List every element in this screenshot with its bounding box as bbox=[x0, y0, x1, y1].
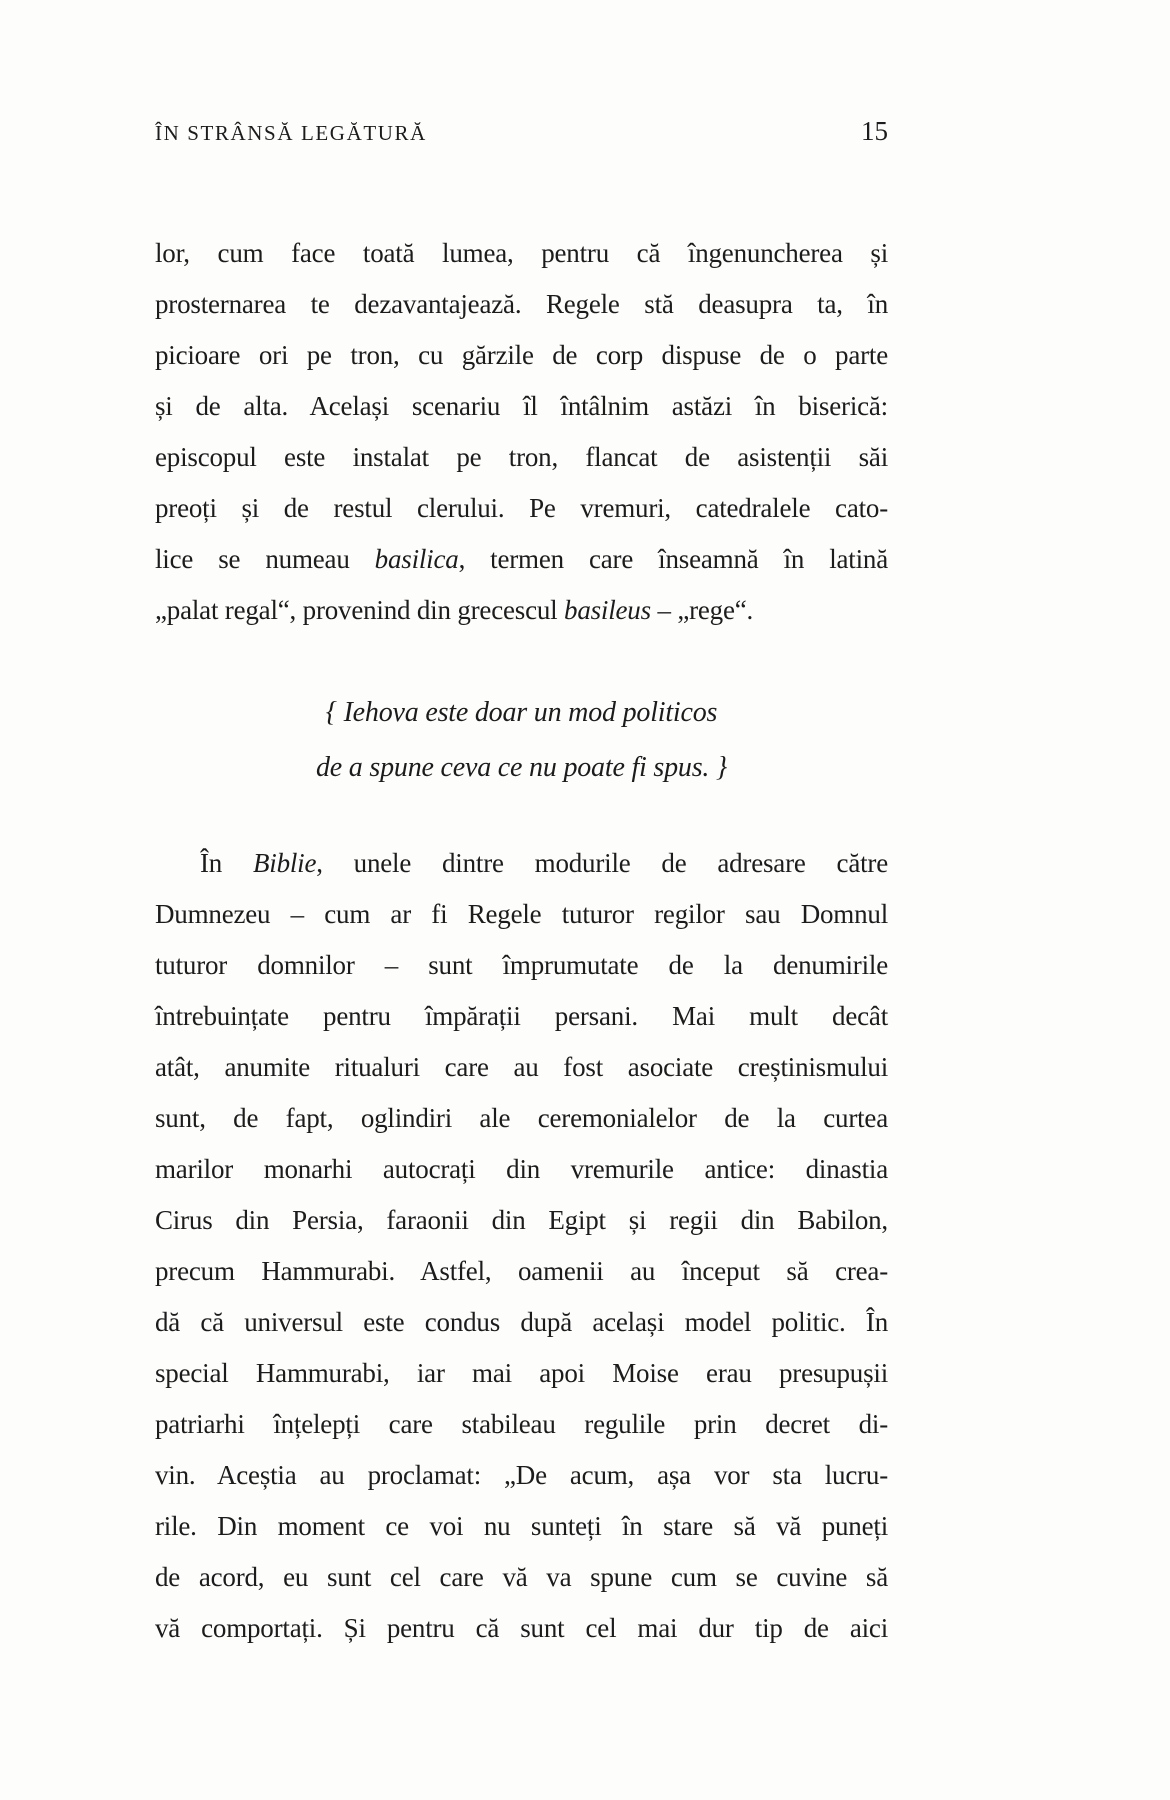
pull-quote bbox=[155, 685, 888, 795]
text-line: Dumnezeu – cum ar fi Regele tuturor regilor sau Domnul bbox=[155, 899, 888, 929]
text-line: picioare ori pe tron, cu gărzile de corp dispuse de o parte bbox=[155, 340, 888, 370]
text-block bbox=[155, 228, 888, 1654]
text-line: { Iehova este doar un mod politicos bbox=[325, 697, 718, 728]
text-line: episcopul este instalat pe tron, flancat de asistenții săi bbox=[155, 442, 888, 472]
text-line: și de alta. Același scenariu îl întâlnim astăzi în biserică: bbox=[155, 391, 888, 421]
text-line: lor, cum face toată lumea, pentru că îngenuncherea și bbox=[155, 238, 888, 268]
text-line: patriarhi înțelepți care stabileau regulile prin decret di- bbox=[155, 1409, 888, 1439]
text-line: Cirus din Persia, faraonii din Egipt și regii din Babilon, bbox=[155, 1205, 888, 1235]
text-line: prosternarea te dezavantajează. Regele stă deasupra ta, în bbox=[155, 289, 888, 319]
running-title: ÎN STRÂNSĂ LEGĂTURĂ bbox=[155, 121, 427, 145]
text-line: întrebuințate pentru împărații persani. Mai mult decât bbox=[155, 1001, 888, 1031]
text-line: atât, anumite ritualuri care au fost asociate creștinismului bbox=[155, 1052, 888, 1082]
page-header bbox=[155, 116, 888, 147]
text-line: precum Hammurabi. Astfel, oamenii au început să crea- bbox=[155, 1256, 888, 1286]
text-line: preoți și de restul clerului. Pe vremuri, catedralele cato- bbox=[155, 493, 888, 523]
paragraph-2 bbox=[155, 838, 888, 1654]
text-line: sunt, de fapt, oglindiri ale ceremonialelor de la curtea bbox=[155, 1103, 888, 1133]
page-number: 15 bbox=[861, 116, 888, 146]
text-line: rile. Din moment ce voi nu sunteți în stare să vă puneți bbox=[155, 1511, 888, 1541]
text-line: de acord, eu sunt cel care vă va spune cum se cuvine să bbox=[155, 1562, 888, 1592]
text-line: În Biblie, unele dintre modurile de adresare către bbox=[200, 848, 888, 878]
text-line: marilor monarhi autocrați din vremurile antice: dinastia bbox=[155, 1154, 888, 1184]
text-line: dă că universul este condus după același model politic. În bbox=[155, 1307, 888, 1337]
text-line: vă comportați. Și pentru că sunt cel mai dur tip de aici bbox=[155, 1613, 888, 1643]
text-line: vin. Aceștia au proclamat: „De acum, așa vor sta lucru- bbox=[155, 1460, 888, 1490]
text-line: lice se numeau basilica, termen care înseamnă în latină bbox=[155, 544, 888, 574]
paragraph-1 bbox=[155, 228, 888, 636]
text-line: special Hammurabi, iar mai apoi Moise erau presupușii bbox=[155, 1358, 888, 1388]
text-line: „palat regal“, provenind din grecescul basileus – „rege“. bbox=[155, 595, 754, 625]
text-line: de a spune ceva ce nu poate fi spus. } bbox=[315, 752, 728, 783]
text-line: tuturor domnilor – sunt împrumutate de la denumirile bbox=[155, 950, 888, 980]
